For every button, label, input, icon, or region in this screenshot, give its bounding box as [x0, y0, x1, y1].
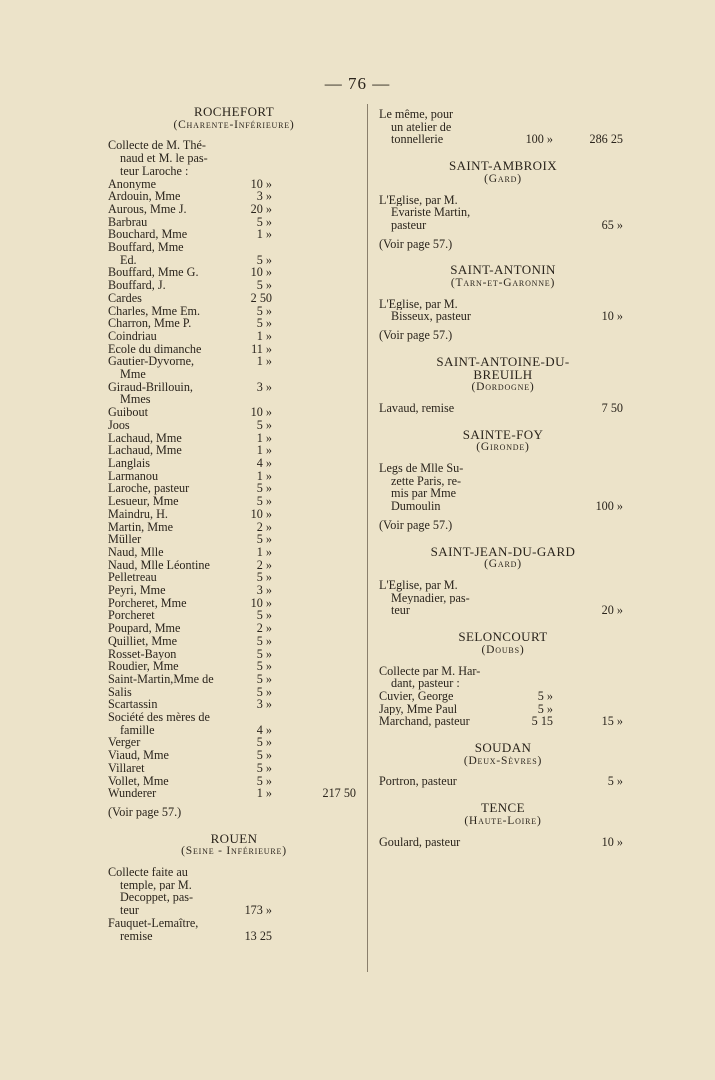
entry-label: Marchand, pasteur	[379, 715, 470, 729]
entry-row	[379, 592, 627, 605]
entry-label: Poupard, Mme	[108, 622, 181, 635]
entry-label: Porcheret, Mme	[108, 596, 187, 610]
entry-row	[108, 749, 360, 762]
entry-label: Portron, pasteur	[379, 775, 457, 789]
entry-row	[108, 279, 360, 292]
entry-row	[379, 206, 627, 219]
entry-row	[108, 698, 360, 711]
entry-label: teur	[391, 604, 410, 618]
entry-label: Verger	[108, 736, 141, 750]
entry-amount: 5 »	[256, 252, 272, 267]
entry-row	[108, 406, 360, 419]
entry-total: 10 »	[601, 834, 623, 849]
entry-amount: 5 »	[256, 570, 272, 585]
entry-amount: 5 »	[256, 633, 272, 648]
entry-label: L'Eglise, par M.	[379, 193, 458, 207]
entry-label: Villaret	[108, 761, 145, 775]
entry-label: pasteur	[391, 218, 427, 232]
entry-label: famille	[120, 723, 155, 737]
entry-row	[108, 879, 360, 892]
entry-amount: 100 »	[525, 132, 553, 147]
ledger-section	[379, 108, 627, 160]
entry-row	[379, 219, 627, 232]
entry-label: Collecte de M. Thé-	[108, 139, 206, 153]
entry-row	[108, 330, 360, 343]
entry-row	[379, 487, 627, 500]
entry-row	[108, 152, 360, 165]
entry-label: Porcheret	[108, 609, 155, 623]
section-spacer	[108, 942, 360, 956]
entry-row	[379, 500, 627, 513]
entry-row	[108, 482, 360, 495]
entry-label: Roudier, Mme	[108, 660, 179, 673]
entry-label: Ed.	[120, 253, 137, 267]
entry-label: Maindru, H.	[108, 507, 168, 521]
entry-amount: 5 »	[256, 494, 272, 509]
entry-row	[379, 665, 627, 678]
entry-amount: 5 »	[256, 748, 272, 763]
section-name: SAINT-JEAN-DU-GARD	[430, 543, 576, 559]
ledger-section	[108, 106, 360, 819]
entry-label: mis par Mme	[391, 487, 456, 501]
entry-amount: 5 »	[256, 671, 272, 686]
column-divider	[367, 104, 368, 972]
entry-label: Bouffard, Mme	[108, 241, 184, 254]
entry-label: Bisseux, pasteur	[391, 310, 471, 324]
entry-amount: 5 »	[256, 303, 272, 318]
entry-label: Laroche, pasteur	[108, 482, 190, 496]
entry-row	[108, 305, 360, 318]
entry-row	[108, 787, 360, 800]
entry-row	[379, 462, 627, 475]
entry-amount: 5 »	[256, 659, 272, 674]
entry-row	[108, 393, 360, 406]
entry-row	[108, 673, 360, 686]
entry-label: Evariste Martin,	[391, 206, 471, 219]
entry-amount: 2 »	[256, 621, 272, 636]
entry-label: Charles, Mme Em.	[108, 304, 201, 318]
entry-row	[108, 190, 360, 203]
entry-total: 286 25	[589, 132, 623, 147]
ledger-section	[379, 353, 627, 429]
entry-label: Saint-Martin,Mme de	[108, 672, 214, 686]
entry-amount: 10 »	[250, 595, 272, 610]
entry-label: Langlais	[108, 456, 150, 470]
entry-label: Viaud, Mme	[108, 749, 169, 762]
section-note: (Voir page 57.)	[379, 236, 453, 251]
entry-row	[108, 317, 360, 330]
entry-label: L'Eglise, par M.	[379, 297, 458, 311]
entry-label: un atelier de	[391, 120, 452, 134]
entry-label: Coindriau	[108, 329, 157, 343]
entry-row	[108, 381, 360, 394]
entry-label: Dumoulin	[391, 500, 441, 513]
entry-label: Peyri, Mme	[108, 584, 166, 597]
entry-row	[108, 711, 360, 724]
ledger-section	[379, 264, 627, 342]
entry-amount: 2 »	[256, 557, 272, 572]
entry-row	[108, 648, 360, 661]
entry-amount: 1 »	[256, 430, 272, 445]
entry-label: Barbrau	[108, 215, 148, 229]
entry-amount: 5 »	[256, 608, 272, 623]
entry-amount: 11 »	[251, 341, 272, 356]
entry-row	[108, 216, 360, 229]
entry-amount: 5 »	[256, 773, 272, 788]
entry-row	[108, 419, 360, 432]
entry-label: Bouchard, Mme	[108, 228, 188, 242]
entry-amount: 5 »	[537, 688, 553, 703]
entry-label: dant, pasteur :	[391, 677, 460, 690]
entry-amount: 3 »	[256, 583, 272, 598]
entry-total: 65 »	[601, 217, 623, 232]
entry-amount: 5 15	[531, 714, 553, 729]
entry-label: remise	[120, 929, 153, 943]
entry-row	[108, 343, 360, 356]
entry-row	[379, 775, 627, 788]
entry-label: Mme	[120, 368, 146, 381]
entry-amount: 5 »	[256, 278, 272, 293]
entry-amount: 5 »	[256, 646, 272, 661]
entry-amount: 5 »	[256, 532, 272, 547]
left-column	[108, 106, 360, 956]
entry-label: Mmes	[120, 393, 151, 407]
entry-amount: 5 »	[537, 701, 553, 716]
entry-amount: 3 »	[256, 379, 272, 394]
entry-label: L'Eglise, par M.	[379, 578, 458, 592]
section-department: (Seine - Inférieure)	[181, 845, 287, 858]
entry-label: Wunderer	[108, 787, 157, 800]
entry-amount: 1 »	[256, 328, 272, 343]
entry-amount: 1 »	[256, 786, 272, 801]
entry-label: teur	[120, 904, 139, 917]
entry-row	[108, 622, 360, 635]
entry-amount: 2 50	[250, 290, 272, 305]
entry-row	[108, 546, 360, 559]
entry-row	[108, 266, 360, 279]
entry-label: Vollet, Mme	[108, 774, 169, 788]
entry-label: Bouffard, Mme G.	[108, 266, 199, 280]
entry-label: Fauquet-Lemaître,	[108, 916, 199, 930]
entry-row	[108, 609, 360, 622]
entry-row	[108, 203, 360, 216]
entry-total: 10 »	[601, 309, 623, 324]
section-department: (Deux-Sèvres)	[463, 754, 543, 767]
entry-row	[379, 133, 627, 146]
entry-row	[108, 559, 360, 572]
section-name: BREUILH	[473, 366, 533, 382]
entry-row	[379, 194, 627, 207]
entry-label: Martin, Mme	[108, 520, 173, 534]
entry-row	[108, 508, 360, 521]
entry-label: Müller	[108, 533, 142, 546]
section-department: (Gironde)	[476, 441, 530, 454]
section-department: (Charente-Inférieure)	[173, 118, 295, 131]
entry-row	[108, 660, 360, 673]
entry-label: Lavaud, remise	[379, 401, 455, 415]
entry-row	[108, 584, 360, 597]
entry-amount: 5 »	[256, 760, 272, 775]
entry-amount: 1 »	[256, 354, 272, 369]
page-number: — 76 —	[324, 74, 391, 93]
section-name: SOUDAN	[474, 740, 532, 756]
entry-label: Cardes	[108, 291, 142, 305]
entry-row	[108, 241, 360, 254]
section-note: (Voir page 57.)	[379, 328, 453, 343]
entry-amount: 3 »	[256, 189, 272, 204]
section-spacer	[379, 848, 627, 862]
section-department: (Gard)	[484, 172, 522, 185]
entry-amount: 3 »	[256, 697, 272, 712]
entry-label: Le même, pour	[379, 108, 454, 121]
entry-row	[108, 597, 360, 610]
entry-label: Société des mères de	[108, 711, 210, 724]
entry-label: Guibout	[108, 406, 148, 419]
ledger-section	[379, 742, 627, 802]
entry-label: Lesueur, Mme	[108, 495, 179, 508]
entry-label: Lachaud, Mme	[108, 431, 182, 445]
entry-label: Bouffard, J.	[108, 279, 166, 292]
entry-row	[108, 736, 360, 749]
entry-row	[108, 495, 360, 508]
entry-row	[108, 521, 360, 534]
entry-label: Giraud-Brillouin,	[108, 380, 193, 394]
section-note: (Voir page 57.)	[379, 517, 453, 532]
entry-row	[108, 178, 360, 191]
entry-row	[108, 724, 360, 737]
entry-amount: 1 »	[256, 468, 272, 483]
entry-total: 7 50	[601, 400, 623, 415]
ledger-section	[108, 830, 360, 957]
entry-row	[108, 891, 360, 904]
entry-label: Collecte par M. Har-	[379, 664, 481, 678]
entry-amount: 5 »	[256, 316, 272, 331]
entry-amount: 5 »	[256, 684, 272, 699]
entry-row	[379, 475, 627, 488]
entry-amount: 1 »	[256, 227, 272, 242]
entry-row	[108, 904, 360, 917]
entry-row	[108, 470, 360, 483]
entry-label: Aurous, Mme J.	[108, 202, 187, 216]
entry-label: Collecte faite au	[108, 866, 188, 879]
entry-label: Charron, Mme P.	[108, 317, 192, 330]
section-name: SAINTE-FOY	[462, 426, 544, 442]
entry-row	[108, 917, 360, 930]
entry-row	[108, 139, 360, 152]
entry-row	[108, 368, 360, 381]
entry-amount: 173 »	[244, 903, 272, 918]
entry-row	[379, 298, 627, 311]
entry-row	[379, 108, 627, 121]
entry-label: Salis	[108, 685, 132, 699]
entry-label: Naud, Mlle Léontine	[108, 558, 210, 572]
entry-label: Naud, Mlle	[108, 545, 164, 559]
entry-row	[108, 292, 360, 305]
entry-row	[108, 686, 360, 699]
entry-amount: 1 »	[256, 544, 272, 559]
entry-label: Quilliet, Mme	[108, 634, 178, 648]
entry-row	[379, 836, 627, 849]
entry-amount: 5 »	[256, 417, 272, 432]
ledger-section	[379, 426, 627, 532]
section-department: (Haute-Loire)	[464, 814, 542, 827]
ledger-section	[379, 802, 627, 862]
entry-label: tonnellerie	[391, 133, 444, 147]
right-column	[379, 108, 627, 862]
entry-label: Legs de Mlle Su-	[379, 462, 464, 475]
entry-total: 20 »	[601, 603, 623, 618]
entry-row	[379, 310, 627, 323]
entry-amount: 5 »	[256, 735, 272, 750]
entry-row	[379, 690, 627, 703]
entry-label: teur Laroche :	[120, 164, 189, 178]
entry-label: Cuvier, George	[379, 689, 454, 703]
entry-row	[108, 165, 360, 178]
entry-amount: 4 »	[256, 455, 272, 470]
entry-row	[379, 604, 627, 617]
entry-row	[379, 703, 627, 716]
entry-amount: 4 »	[256, 722, 272, 737]
entry-row	[108, 635, 360, 648]
entry-row	[379, 579, 627, 592]
entry-label: Joos	[108, 418, 130, 432]
section-name: SAINT-ANTONIN	[450, 262, 556, 278]
entry-amount: 13 25	[244, 928, 272, 943]
entry-total: 100 »	[595, 499, 623, 514]
entry-label: Larmanou	[108, 469, 159, 483]
section-name: ROCHEFORT	[193, 104, 275, 119]
entry-label: Japy, Mme Paul	[379, 702, 458, 716]
entry-label: Ardouin, Mme	[108, 190, 181, 203]
section-department: (Tarn-et-Garonne)	[450, 277, 556, 290]
section-name: SAINT-AMBROIX	[448, 158, 557, 174]
entry-amount: 5 »	[256, 481, 272, 496]
entry-label: Pelletreau	[108, 571, 157, 585]
entry-amount: 10 »	[250, 506, 272, 521]
entry-label: Anonyme	[108, 177, 157, 191]
entry-row	[108, 930, 360, 943]
entry-label: Ecole du dimanche	[108, 342, 202, 356]
entry-total: 217 50	[322, 786, 356, 801]
entry-total: 15 »	[601, 714, 623, 729]
section-department: (Dordogne)	[471, 381, 535, 394]
section-name: ROUEN	[210, 830, 258, 846]
entry-label: Goulard, pasteur	[379, 835, 461, 849]
entry-amount: 10 »	[250, 405, 272, 420]
section-name: TENCE	[481, 800, 525, 816]
entry-row	[108, 432, 360, 445]
entry-row	[108, 254, 360, 267]
entry-label: Rosset-Bayon	[108, 647, 177, 661]
entry-amount: 2 »	[256, 519, 272, 534]
entry-row	[108, 355, 360, 368]
entry-label: Lachaud, Mme	[108, 444, 182, 457]
entry-label: temple, par M.	[120, 878, 192, 892]
entry-row	[108, 571, 360, 584]
section-department: (Gard)	[484, 558, 522, 571]
entry-label: Gautier-Dyvorne,	[108, 355, 195, 369]
entry-amount: 5 »	[256, 214, 272, 229]
ledger-section	[379, 543, 627, 632]
section-name: SELONCOURT	[458, 629, 548, 645]
entry-amount: 20 »	[250, 201, 272, 216]
entry-label: Decoppet, pas-	[120, 891, 194, 905]
section-note: (Voir page 57.)	[108, 804, 182, 819]
entry-row	[108, 457, 360, 470]
entry-label: Scartassin	[108, 698, 158, 712]
entry-amount: 10 »	[250, 176, 272, 191]
section-department: (Doubs)	[481, 643, 525, 656]
ledger-section	[379, 160, 627, 250]
entry-row	[108, 444, 360, 457]
entry-row	[108, 228, 360, 241]
entry-row	[379, 715, 627, 728]
entry-amount: 10 »	[250, 265, 272, 280]
entry-label: Meynadier, pas-	[391, 591, 470, 605]
entry-row	[108, 533, 360, 546]
entry-row	[108, 866, 360, 879]
entry-row	[379, 677, 627, 690]
entry-amount: 1 »	[256, 443, 272, 458]
entry-row	[379, 402, 627, 415]
section-name: SAINT-ANTOINE-DU-	[436, 353, 570, 369]
entry-row	[108, 762, 360, 775]
entry-label: zette Paris, re-	[391, 474, 462, 488]
ledger-section	[379, 631, 627, 742]
entry-label: naud et M. le pas-	[120, 152, 208, 165]
entry-total: 5 »	[607, 774, 623, 789]
